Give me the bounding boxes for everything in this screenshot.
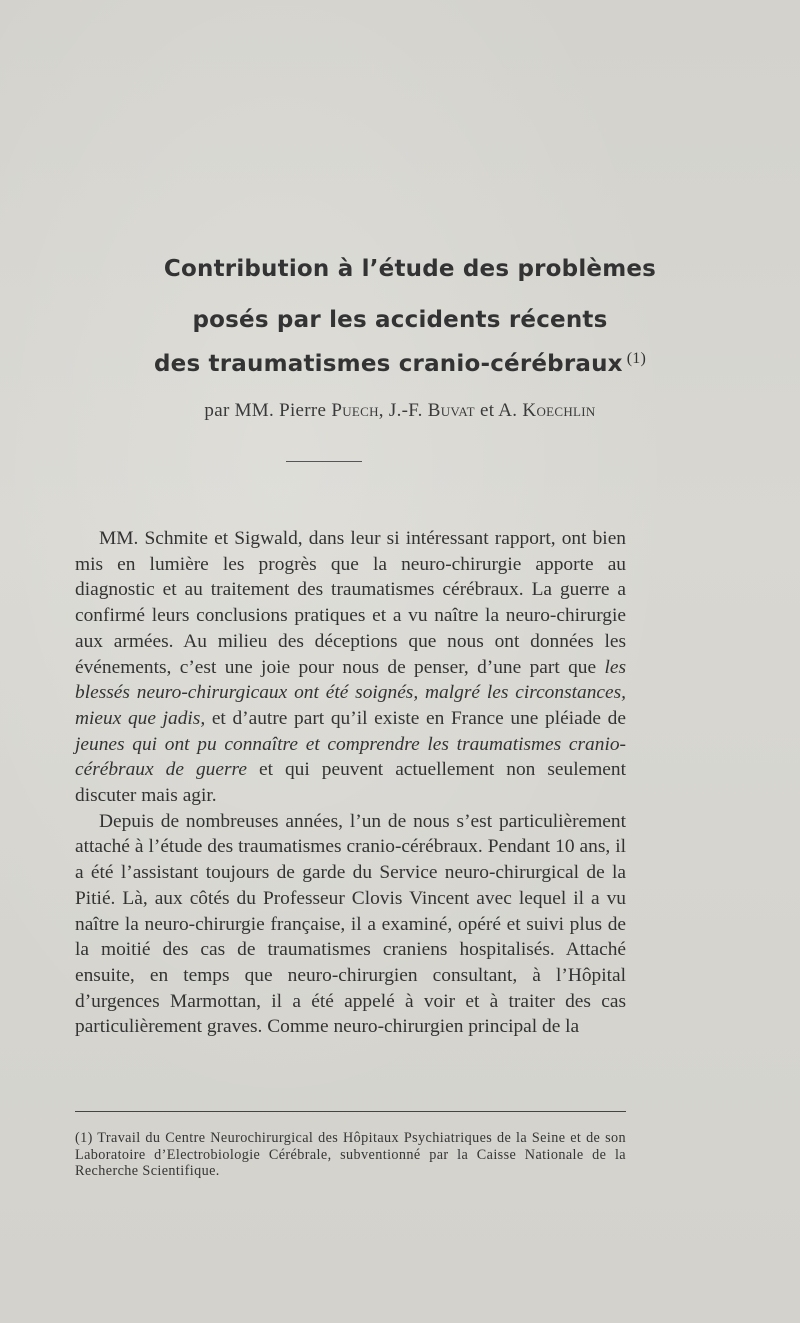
title-line-2: posés par les accidents récents — [192, 307, 608, 333]
byline-author-3: Koechlin — [522, 400, 596, 421]
author-byline — [0, 400, 800, 422]
paragraph-1-text-a: MM. Schmite et Sigwald, dans leur si intéressant rapport, ont bien mis en lumière les progrès que la neuro-chirurgie apporte au diagnostic et au traitement des traumatismes cérébraux. La guerre a confirmé leurs conclusions pratiques et a vu naître la neuro-chirurgie aux armées. Au milieu des déceptions que nous ont données les événements, c’est une joie pour nous de penser, d’une part que — [75, 528, 626, 678]
byline-connector: et A. — [479, 400, 518, 421]
title-footnote-ref: (1) — [626, 350, 646, 367]
title-line-3 — [0, 351, 800, 376]
byline-author-2: J.-F. Buvat — [388, 400, 475, 421]
byline-prefix: par MM. Pierre — [204, 400, 327, 421]
paragraph-1-text-c: et qui peuvent actuellement non seulement discuter mais agir. — [75, 759, 626, 807]
byline-author-1: Puech, — [331, 400, 384, 421]
paragraph-2: Depuis de nombreuses années, l’un de nous s’est particulièrement attaché à l’étude des traumatismes cranio-cérébraux. Pendant 10 ans, il a été l’assistant toujours de garde du Service neuro-chirurgical de la Pitié. Là, aux côtés du Professeur Clovis Vincent avec lequel il a vu naître la neuro-chirurgie française, il a examiné, opéré et suivi plus de la moitié des cas de traumatismes craniens hospitalisés. Attaché ensuite, en temps que neuro-chirurgien consultant, à l’Hôpital d’urgences Marmottan, il a été appelé à voir et à traiter des cas particulièrement graves. Comme neuro-chirurgien principal de la — [75, 810, 626, 1038]
footnote-divider — [75, 1111, 626, 1112]
title-line-1: Contribution à l’étude des problèmes — [163, 256, 657, 282]
title-line-3-text: des traumatismes cranio-cérébraux — [154, 351, 623, 377]
paragraph-1-emphasis-b: jeunes qui ont pu connaître et comprendre les traumatismes cranio-cérébraux de guerre — [75, 733, 626, 781]
paragraph-1-text-b: et d’autre part qu’il existe en France une pléiade de — [205, 707, 626, 729]
footnote: (1) Travail du Centre Neurochirurgical des Hôpitaux Psychiatriques de la Seine et de son Laboratoire d’Electrobiologie Cérébrale, subventionné par la Caisse Nationale de la Recherche Scientifique. — [75, 1130, 626, 1179]
title-divider — [286, 461, 362, 462]
paragraph-1 — [75, 526, 626, 809]
article-body — [75, 526, 626, 1040]
paragraph-1-emphasis-a: les blessés neuro-chirurgicaux ont été soignés, malgré les circonstances, mieux que jadis, — [75, 656, 626, 729]
